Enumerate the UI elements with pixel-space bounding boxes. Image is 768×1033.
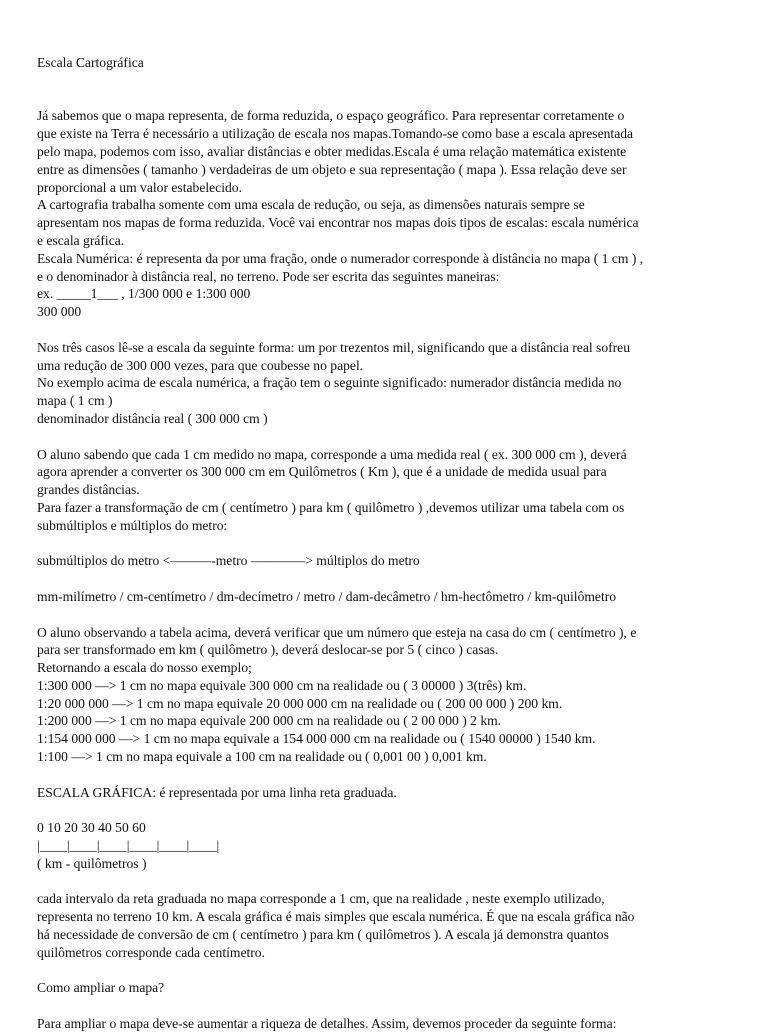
example-line: 1:20 000 000 —> 1 cm no mapa equivale 20 000 000 cm na realidade ou ( 200 00 000 ) 200 km. [37,695,563,711]
text-line: quilômetros corresponde cada centímetro. [37,944,265,960]
spacer [37,72,737,108]
examples-paragraph [37,624,737,766]
text-line: Para fazer a transformação de cm ( centímetro ) para km ( quilômetro ) ,devemos utilizar uma tabela com os [37,499,625,515]
graphic-explain-paragraph [37,890,737,961]
graphic-scale-heading: ESCALA GRÁFICA: é representada por uma linha reta graduada. [37,784,397,800]
text-line: para ser transformado em km ( quilômetro ), deverá deslocar-se por 5 ( cinco ) casas. [37,642,499,658]
text-line: Retornando a escala do nosso exemplo; [37,660,252,676]
reading-paragraph [37,339,737,428]
text-line: entre as dimensões ( tamanho ) verdadeiras de um objeto e sua representação ( mapa ). Essa relação deve ser [37,161,627,177]
spacer [37,428,737,446]
section-question: Como ampliar o mapa? [37,980,165,996]
text-line: pelo mapa, podemos com isso, avaliar distâncias e obter medidas.Escala é uma relação matemática existente [37,143,627,159]
text-line: denominador distância real ( 300 000 cm ) [37,410,268,426]
example-line: 1:100 —> 1 cm no mapa equivale a 100 cm na realidade ou ( 0,001 00 ) 0,001 km. [37,749,487,765]
text-line: que existe na Terra é necessário a utilização de escala nos mapas.Tomando-se como base a escala apresentada [37,126,634,142]
document-page [37,54,737,1033]
text-line: mapa ( 1 cm ) [37,393,113,409]
text-line: proporcional a um valor estabelecido. [37,179,242,195]
spacer [37,873,737,891]
units-table-line: mm-milímetro / cm-centímetro / dm-decímetro / metro / dam-decâmetro / hm-hectômetro / km-quilômetro [37,588,617,604]
scale-ruler: |____|____|____|____|____|____| [37,838,220,854]
text-line: apresentam nos mapas de forma reduzida. Você vai encontrar nos mapas dois tipos de escalas: escala numérica [37,215,639,231]
scale-tick-labels: 0 10 20 30 40 50 60 [37,820,146,836]
scale-unit-label: ( km - quilômetros ) [37,855,147,871]
text-line: Nos três casos lê-se a escala da seguinte forma: um por trezentos mil, significando que a distância real sofreu [37,339,631,355]
spacer [37,766,737,784]
text-line: submúltiplos e múltiplos do metro: [37,517,228,533]
intro-paragraph [37,107,737,321]
text-line: O aluno observando a tabela acima, deverá verificar que um número que esteja na casa do cm ( centímetro ), e [37,624,637,640]
example-line: 1:200 000 —> 1 cm no mapa equivale 200 000 cm na realidade ou ( 2 00 000 ) 2 km. [37,713,502,729]
text-line: agora aprender a converter os 300 000 cm em Quilômetros ( Km ), que é a unidade de medida usual para [37,464,607,480]
units-arrow-line: submúltiplos do metro <———-metro ————> múltiplos do metro [37,553,420,569]
spacer [37,535,737,553]
text-line: A cartografia trabalha somente com uma escala de redução, ou seja, as dimensões naturais sempre se [37,197,585,213]
example-line: 1:154 000 000 —> 1 cm no mapa equivale a 154 000 000 cm na realidade ou ( 1540 00000 ) 1540 km. [37,731,596,747]
text-line-cut-off: Para ampliar o mapa deve-se aumentar a riqueza de detalhes. Assim, devemos proceder da seguinte forma: [37,1016,617,1032]
text-line: representa no terreno 10 km. A escala gráfica é mais simples que escala numérica. É que na escala gráfica não [37,909,635,925]
text-line: Escala Numérica: é representa da por uma fração, onde o numerador corresponde à distância no mapa ( 1 cm ) , [37,250,644,266]
graphic-scale-figure [37,819,737,872]
text-line: e escala gráfica. [37,232,125,248]
text-line: 300 000 [37,304,82,320]
text-line: ex. _____1___ , 1/300 000 e 1:300 000 [37,286,251,302]
text-line: e o denominador à distância real, no terreno. Pode ser escrita das seguintes maneiras: [37,268,500,284]
text-line: há necessidade de conversão de cm ( centímetro ) para km ( quilômetros ). A escala já demonstra quantos [37,927,609,943]
text-line: No exemplo acima de escala numérica, a fração tem o seguinte significado: numerador distância medida no [37,375,622,391]
example-line: 1:300 000 —> 1 cm no mapa equivale 300 000 cm na realidade ou ( 3 00000 ) 3(três) km. [37,677,527,693]
text-line: grandes distâncias. [37,482,140,498]
spacer [37,570,737,588]
spacer [37,962,737,980]
text-line: uma redução de 300 000 vezes, para que coubesse no papel. [37,357,364,373]
document-title: Escala Cartográfica [37,55,144,70]
spacer [37,321,737,339]
spacer [37,997,737,1015]
text-line: O aluno sabendo que cada 1 cm medido no mapa, corresponde a uma medida real ( ex. 300 000 cm ), deverá [37,446,627,462]
spacer [37,606,737,624]
text-line: Já sabemos que o mapa representa, de forma reduzida, o espaço geográfico. Para representar corretamente o [37,108,625,124]
conversion-paragraph [37,446,737,535]
spacer [37,801,737,819]
text-line: cada intervalo da reta graduada no mapa corresponde a 1 cm, que na realidade , neste exemplo utilizado, [37,891,605,907]
